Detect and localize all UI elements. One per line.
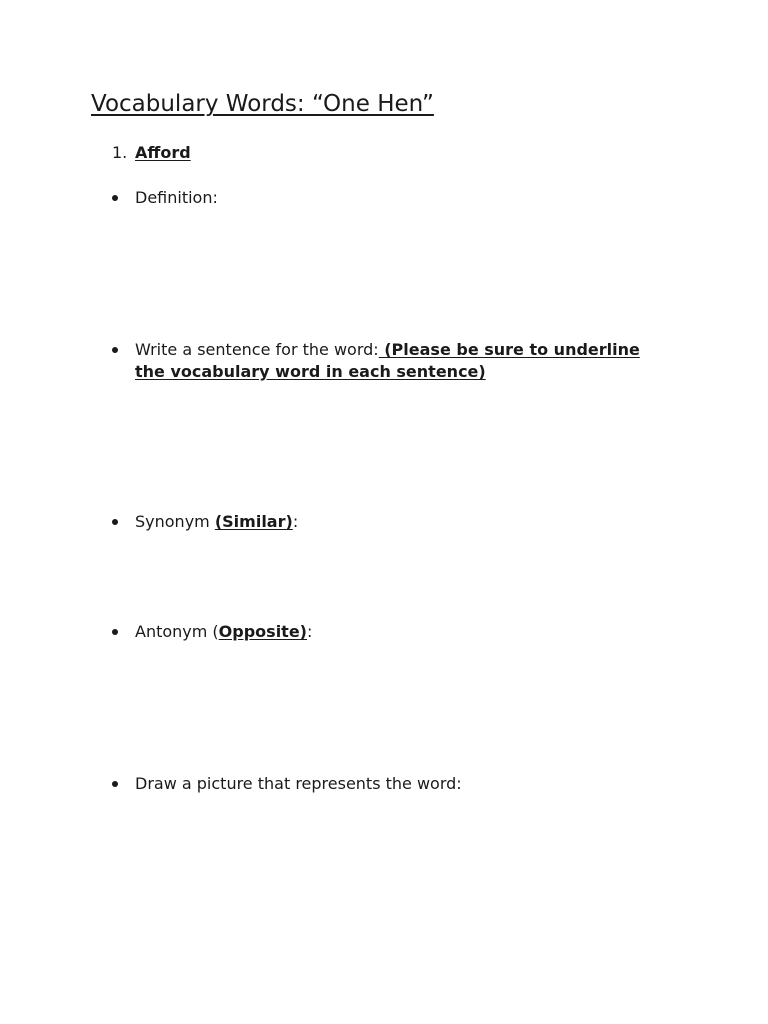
synonym-text: Synonym	[135, 512, 215, 531]
page-title: Vocabulary Words: “One Hen”	[91, 91, 434, 117]
antonym-hint: Opposite)	[218, 622, 307, 641]
item-number: 1.	[112, 143, 128, 162]
sentence-prompt	[112, 339, 672, 383]
vocab-word: Afford	[135, 143, 191, 162]
sentence-label	[135, 339, 672, 383]
sentence-instruction: Write a sentence for the word:	[135, 340, 379, 359]
bullet-icon	[112, 629, 118, 635]
bullet-icon	[112, 781, 118, 787]
vocab-item-1	[112, 142, 191, 164]
picture-label: Draw a picture that represents the word:	[135, 774, 462, 793]
synonym-label	[135, 511, 672, 533]
bullet-icon	[112, 519, 118, 525]
definition-label: Definition:	[135, 188, 218, 207]
definition-prompt	[112, 187, 672, 209]
synonym-colon: :	[292, 512, 299, 531]
synonym-prompt	[112, 511, 672, 533]
antonym-text: Antonym (	[135, 622, 219, 641]
antonym-colon: :	[307, 622, 313, 641]
bullet-icon	[112, 195, 118, 201]
sentence-note: (Please be sure to underline the vocabulary word in each sentence)	[135, 340, 640, 381]
antonym-prompt	[112, 621, 672, 643]
picture-prompt	[112, 773, 672, 795]
synonym-hint: (Similar)	[214, 512, 293, 531]
bullet-icon	[112, 347, 118, 353]
antonym-label	[135, 621, 672, 643]
